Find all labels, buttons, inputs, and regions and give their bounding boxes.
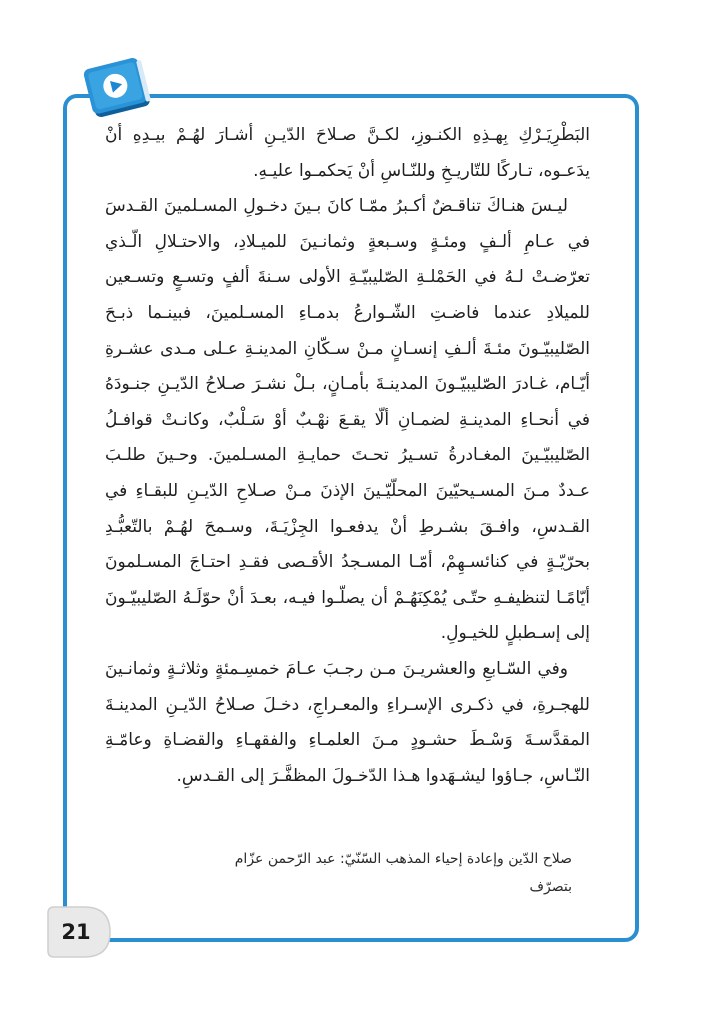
adaptation-note: بتصرّف — [529, 879, 572, 895]
paragraph: ليـسَ هنـاكَ تناقـضٌ أكـبرُ ممّـا كانَ بـينَ دخـولِ المسـلمينَ القـدسَ في عـامِ ألـفٍ ومئـةٍ وسـبعةٍ وثمانـينَ للميـلادِ، والاحتـلالِ الّـذي تعرّضـتْ لـهُ في الحَمْلـةِ الصّليبيّـةِ الأولى سـنةَ ألفٍ وتسـعٍ وتسـعين للميلادِ عندما فاضـتِ الشّـوارعُ بدمـاءِ المسـلمينَ، فبينـما ذبـحَ الصّليبيّـونَ مئـةَ ألـفِ إنسـانٍ مـنْ سـكّانِ المدينـةِ عـلى مـدى عشـرةِ أيّـام، غـادرَ الصّليبيّـونَ المدينـةَ بأمـانٍ، بـلْ نشـرَ صـلاحُ الدّيـنِ جنـودَهُ في أنحـاءِ المدينـةِ لضمـانِ ألّا يقـعَ نهْـبٌ أوْ سَـلْبٌ، وكانـتْ قوافـلُ الصّليبيّـينَ المغـادرةُ تسـيرُ تحـتَ حمايـةِ المسـلمينَ. وحـينَ طلـبَ عـددٌ مـنَ المسـيحيّينَ المحلّيّـينَ الإذنَ مـنْ صـلاحِ الدّيـنِ للبقـاءِ في القـدسِ، وافـقَ بشـرطِ أنْ يدفعـوا الجِزْيَـةَ، وسـمحَ لهُـمْ بالتّعبُّـدِ بحرّيّـةٍ في كنائسـهِمْ، أمّـا المسـجدُ الأقـصى فقـدِ احتـاجَ المسـلمونَ أيّامًـا لتنظيفـهِ حتّـى يُمْكِنَهُـمْ أن يصلّـوا فيـه، بعـدَ أنْ حوّلَـهُ الصّليبيّـونَ إلى إسـطبلٍ للخيـولِ. — [105, 196, 590, 644]
paragraph: وفي السّـابعِ والعشريـنَ مـن رجـبَ عـامَ خمسِـمئةٍ وثلاثـةٍ وثمانـينَ للهجـرةِ، في ذكـرى الإسـراءِ والمعـراجِ، دخـلَ صـلاحُ الدّيـنِ المدينـةَ المقدَّسـةَ وَسْـطَ حشـودٍ مـنَ العلمـاءِ والفقهـاءِ والقضـاةِ وعامّـةِ النّـاسِ، جـاؤوا ليشـهَدوا هـذا الدّخـولَ المظفَّـرَ إلى القـدسِ. — [105, 658, 590, 786]
article-body — [105, 118, 590, 794]
page-number: 21 — [61, 920, 91, 944]
source-citation — [142, 845, 572, 901]
paragraph: البَطْرِيَـرْكِ بِهـذِهِ الكنـوزِ، لكـنَّ صـلاحَ الدّيـنِ أشـارَ لهُـمْ بيـدِهِ أنْ يدَعـوه، تـاركًا للتّاريـخِ وللنّـاسِ أنْ يَحكمـوا عليـهِ. — [105, 125, 590, 181]
book-icon — [78, 52, 160, 124]
source-line: صلاح الدّين وإعادة إحياء المذهب السّنّيّ: عبد الرّحمن عزّام — [234, 851, 572, 867]
